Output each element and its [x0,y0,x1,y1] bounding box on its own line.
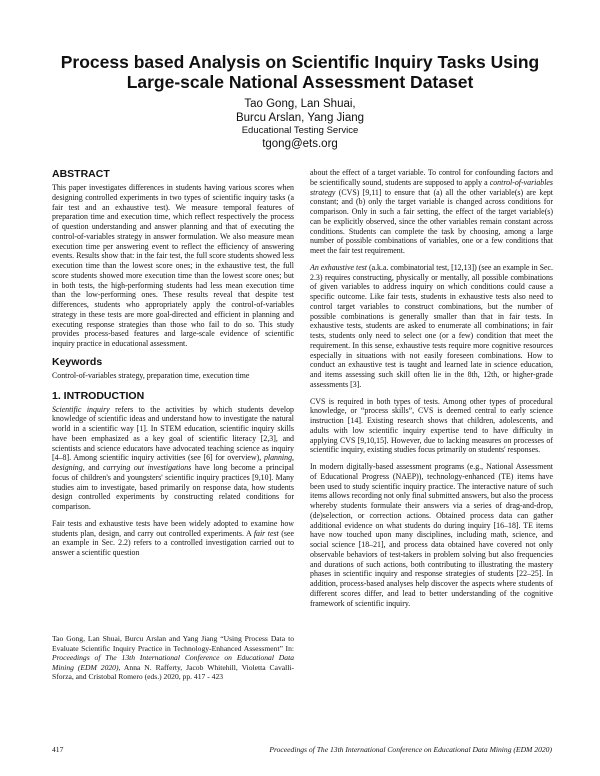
right-paragraph-3: CVS is required in both types of tests. Among other types of procedural knowledge, or “process skills”, CVS is deemed central to early science instruction [14]. Existing research shows that children, adolescents, and adults with low scientific inquiry expertise tend to have difficulty in applying CVS [9,10,15]. However, due to lacking measures on processes of scientific inquiry, existing studies focus primarily on students' responses. [310,396,553,455]
email: tgong@ets.org [262,138,338,150]
authors-line-1: Tao Gong, Lan Shuai, [244,98,356,110]
keywords-heading: Keywords [52,355,103,368]
right-paragraph-4: In modern digitally-based assessment programs (e.g., National Assessment of Educational Progress (NAEP)), technology-enhanced (TE) items have been used to study scientific inquiry practice. The interactive nature of such items allows recording not only final submitted answers, but also the process whereby students formulate their answers via a series of drag-and-drop, (de)selection, or correction actions. Obtained process data can gather additional evidence on what students do during inquiry [16–18]. TE items have now touched upon many disciplines, including math, science, and social science [18–21], and process data obtained have covered not only observable behaviors of test-takers in problem solving but also frequencies and durations of such actions, both contributing to illustrating the mastery phases in scientific inquiry and response strategies of students [22–25]. In addition, process-based analyses help discover the aspects where students of different scores differ, and lead to better understanding of the cognitive framework of scientific inquiry. [310,462,553,608]
abstract-text: This paper investigates differences in students having various scores when designing controlled experiments in two types of scientific inquiry tasks (a fair test and an exhaustive test). We measure temporal features of preparation time and execution time, which reflect respectively the process of question understanding and answer planning and that of executing the control-of-variables strategy in answer formulation. We also measure mean execution time per answering event to reflect the efficiency of answering events. Results show that: in the fair test, the full score students showed less execution time than the lowest score ones; in the exhaustive test, the full score students showed more execution time than the lowest score ones; but in both tests, the high-performing students had less mean execution time than the low-performing ones. These results reveal that despite test differences, students who appropriately apply the control-of-variables strategy in these tests are more goal-directed and efficient in planning and executing response strategies than those who fail to do so. This study provides process-based features and large-scale evidence of scientific inquiry practice in educational assessment. [52,183,294,348]
right-paragraph-2: An exhaustive test (a.k.a. combinatorial test, [12,13]) (see an example in Sec. 2.3) requires constructing, physically or mentally, all possible combinations of given variables to address inquiry on which conditions could cause a specific outcome. Like fair tests, students in exhaustive tests also need to control target variables to construct combinations, but the number of possible combinations is generally smaller than that in fair tests. In exhaustive tests, students are asked to enumerate all combinations; in fair tests, students only need to select one (or a few) condition that meet the requirement. In this sense, exhaustive tests require more cognitive resources especially in situations with not easily foreseen combinations. How to conduct an exhaustive test is taught and learned late in science education, and items assessing such skill often lie in the 8th, 12th, or higher-grade assessments [3]. [310,262,553,389]
keywords-text: Control-of-variables strategy, preparation time, execution time [52,370,250,380]
page-number: 417 [52,745,64,754]
paper-title [40,52,560,92]
title-line-2: Large-scale National Assessment Dataset [126,72,474,92]
right-paragraph-1: about the effect of a target variable. To control for confounding factors and be scientifically sound, students are supposed to apply a control-of-variables strategy (CVS) [9,11] to ensure that (a) all the other variable(s) are kept constant; and (b) only the target variable is changed across conditions for comparison. Only in such a fair setting, the effect of the target variable(s) can be explicitly observed, since the other variables remain constant across conditions. Students can complete the task by choosing, among a large number of possible combinations of variables, one or a few conditions that meet the fair test requirement. [310,168,553,255]
authors-line-2: Burcu Arslan, Yang Jiang [235,112,365,124]
intro-paragraph-1: Scientific inquiry refers to the activities by which students develop knowledge of scientific ideas and understand how to investigate the natural world in a scientific way [1]. In STEM education, scientific inquiry skills have been emphasized as a key goal of scientific literacy [2,3], and scientists and science educators have advocated teaching science as inquiry [4–8]. Among scientific inquiry activities (see [6] for overview), planning, designing, and carrying out investigations have long become a principal focus of children's and youngsters' scientific inquiry practices [9,10]. Many studies aim to investigate, based primarily on response data, how students design controlled experiments by constructing related conditions for comparison. [52,404,295,511]
proceedings-footer: Proceedings of The 13th International Conference on Educational Data Mining (EDM 2020) [269,745,552,754]
abstract-heading: ABSTRACT [52,168,110,180]
citation-footnote: Tao Gong, Lan Shuai, Burcu Arslan and Yang Jiang “Using Process Data to Evaluate Scientific Inquiry Practice in Technology-Enhanced Assessment” In: Proceedings of The 13th International Conference on Educational Data Mining (EDM 2020), Anna N. Rafferty, Jacob Whitehill, Violetta Cavalli-Sforza, and Cristobal Romero (eds.) 2020, pp. 417 - 423 [52,634,294,682]
author-block [150,97,450,151]
right-column [310,168,553,615]
introduction-heading: 1. INTRODUCTION [52,389,145,402]
affiliation: Educational Testing Service [241,125,359,136]
title-line-1: Process based Analysis on Scientific Inquiry Tasks Using [60,52,540,72]
left-column [52,168,294,565]
intro-paragraph-2: Fair tests and exhaustive tests have been widely adopted to examine how students plan, design, and carry out controlled experiments. A fair test (see an example in Sec. 2.2) refers to a controlled investigation carried out to answer a scientific question [52,518,294,557]
